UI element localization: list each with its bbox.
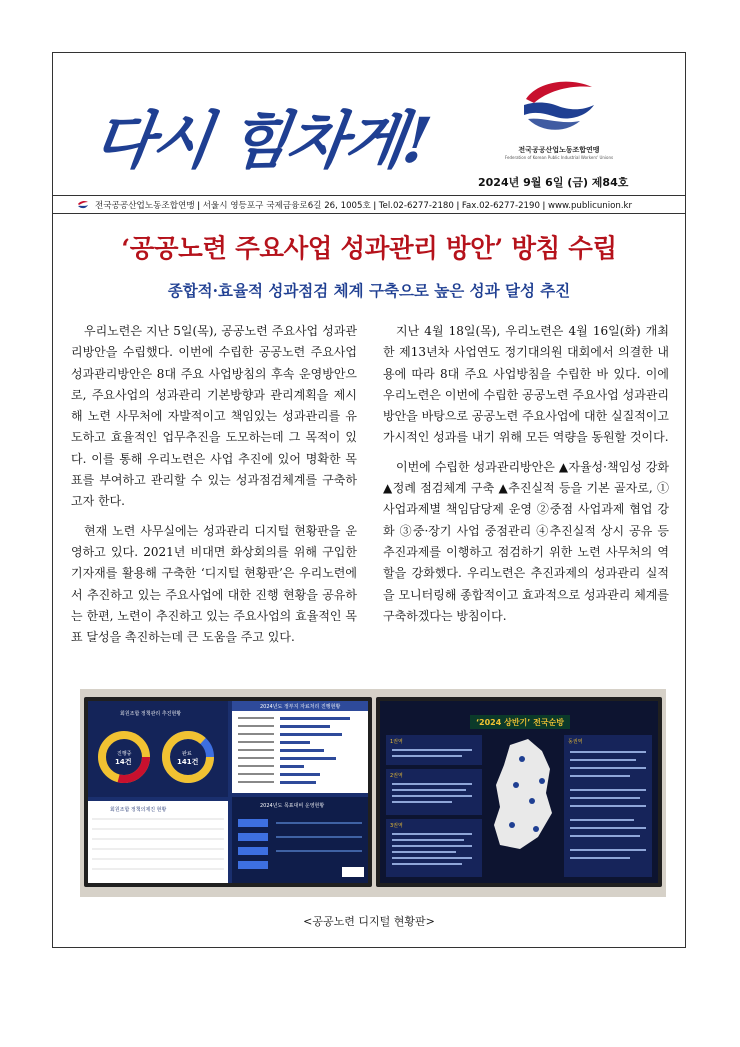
left-table-title: 2024년도 정부지 자료처리 진행현황 [260,704,341,710]
left-table-rows [238,717,274,783]
region-north-label: 1권역 [390,739,403,745]
paragraph: 현재 노련 사무실에는 성과관리 디지털 현황판을 운영하고 있다. 2021년 비대면 화상회의를 위해 구입한 기자재를 활용해 구축한 ‘디지털 현황판’은 우리노련에서 추진하고 있는 주요사업에 대한 진행 현황을 공유하는 한편, 노련이 추진하고 있는 주요사업의 효율적인 목표 달성을 촉진하는데 큰 도움을 주고 있다. [71,523,357,645]
issue-date: 2024년 9월 6일 (금) 제84호 [478,176,629,189]
donut1-value: 14건 [115,758,132,766]
left-table-panel [232,701,368,793]
right-banner: ‘2024 상반기’ 전국순방 [476,718,565,727]
newsletter-title: 다시 힘차게! [89,104,434,177]
donut2-value: 141건 [177,758,199,766]
region-south-label: 3권역 [390,823,403,829]
article-subheadline: 종합적·효율적 성과점검 체계 구축으로 높은 성과 달성 추진 [167,281,571,300]
article-headline: ‘공공노련 주요사업 성과관리 방안’ 방침 수립 [121,234,617,264]
dashboard-photo-illustration [80,689,666,897]
union-logo-icon [508,75,608,137]
small-union-logo-icon [77,200,89,210]
left-bottom-title: 회원조합 정책의제진 현황 [110,807,167,813]
newsletter-page [52,52,686,948]
donut2-label: 완료 [182,751,192,757]
union-name: 전국공공산업노동조합연맹 [518,146,600,154]
left-bottom-table [88,801,228,883]
article-column-right [383,321,669,635]
digital-dashboard-photo [80,689,666,897]
address-bar [53,195,685,214]
paragraph: 우리노련은 지난 5일(목), 공공노련 주요사업 성과관리방안을 수립했다. 이번에 수립한 공공노련 주요사업 성과관리방안은 8대 주요 사업방침의 후속 운영방안으로, 주요사업의 성과관리 기본방향과 관리계획을 제시해 노련 사무처에 자발적이고 책임있는 성과관리를 유도하고 효율적인 업무추진을 도모하는데 그 목적이 있다. 이를 통해 우리노련은 사업 추진에 있어 명확한 목표를 부여하고 관리할 수 있는 성과점검체계를 구축하고자 한다. [71,324,357,509]
article-column-left [71,321,357,656]
contact-info: 전국공공산업노동조합연맹 ǀ 서울시 영등포구 국제금융로6길 26, 1005호 ǀ Tel.02-6277-2180 ǀ Fax.02-6277-2190 ǀ www.publicunion.kr [95,200,633,211]
region-central-label: 2권역 [390,773,403,779]
region-east-label: 동권역 [568,739,583,745]
union-name-english: Federation of Korean Public Industrial Workers' Unions [504,155,614,160]
left-panel-title: 회원조합 정책관리 추진현황 [120,711,182,717]
donut1-label: 진행중 [117,751,132,757]
left-center-title: 2024년도 목표대비 운영현황 [260,803,325,809]
paragraph: 지난 4월 18일(목), 우리노련은 4월 16일(화) 개최한 제13년차 사업연도 정기대의원 대회에서 의결한 내용에 따라 8대 주요 사업방침을 수립한 바 있다. 이에 우리노련은 이번에 수립한 공공노련 주요사업 성과관리방안을 바탕으로 공공노련 주요사업에 대한 실질적이고 가시적인 성과를 내기 위해 모든 역량을 동원할 것이다. [383,324,669,445]
photo-caption: <공공노련 디지털 현황판> [303,915,435,928]
masthead [53,53,685,191]
paragraph: 이번에 수립한 성과관리방안은 ▲자율성·책임성 강화 ▲정례 점검체계 구축 ▲추진실적 등을 기본 골자로, ①사업과제별 책임담당제 운영 ②중점 사업과제 협업 강화 ③중·장기 사업 중점관리 ④추진실적 상시 공유 등 추진과제를 이행하고 점검하기 위한 노련 사무처의 역할을 강화했다. 우리노련은 추진과제의 성과관리 실적을 모니터링해 종합적이고 효과적으로 성과관리 체계를 구축하겠다는 방침이다. [383,459,669,623]
